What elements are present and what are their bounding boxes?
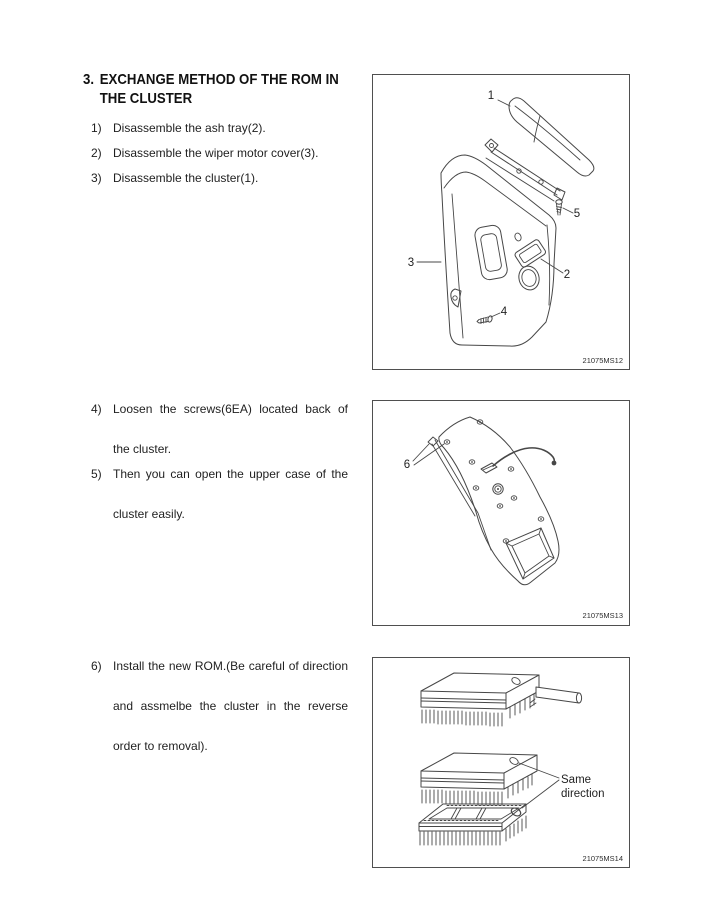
socket-pins xyxy=(420,832,500,845)
chip-notch xyxy=(509,756,520,766)
figure-id-3: 21075MS14 xyxy=(582,854,623,863)
step-1-line-1: Disassemble the ash tray(2). xyxy=(113,121,266,135)
cluster-exploded-illustration xyxy=(373,75,629,369)
step-6-number: 6) xyxy=(91,659,102,673)
center-boss xyxy=(493,484,503,494)
leader-line-4 xyxy=(491,313,500,317)
leader-line-1 xyxy=(498,100,510,106)
screw-4 xyxy=(477,315,493,323)
figure-cluster-back xyxy=(372,400,630,626)
cluster-back-illustration xyxy=(373,401,629,625)
step-6-line-2: and assmelbe the cluster in the reverse xyxy=(113,699,348,713)
section-number: 3. xyxy=(83,71,95,88)
chip-notch xyxy=(511,676,522,686)
leader-line-2 xyxy=(541,259,563,273)
rom-chip-top xyxy=(421,673,539,726)
step-5-line-2: cluster easily. xyxy=(113,507,185,521)
gauge-opening xyxy=(516,264,542,292)
leader-line-same-direction xyxy=(519,763,559,808)
section-title xyxy=(100,70,339,108)
steps-group-2 xyxy=(91,399,348,529)
callout-1: 1 xyxy=(487,90,495,102)
step-6-text xyxy=(113,656,348,756)
rear-opening xyxy=(506,528,554,579)
steps-group-1 xyxy=(91,118,348,193)
corner-tab xyxy=(428,437,438,446)
step-2-line-1: Disassemble the wiper motor cover(3). xyxy=(113,146,319,160)
callout-4: 4 xyxy=(500,306,508,318)
chip-pins xyxy=(422,710,502,726)
section-title-line2: THE CLUSTER xyxy=(99,90,193,107)
step-6 xyxy=(91,656,348,756)
step-4-text xyxy=(113,399,348,459)
annotation-direction: direction xyxy=(561,788,605,800)
step-3-number: 3) xyxy=(91,171,102,185)
rom-chip-new xyxy=(421,753,537,805)
step-3-line-1: Disassemble the cluster(1). xyxy=(113,171,259,185)
callout-6: 6 xyxy=(403,459,411,471)
figure-id-1: 21075MS12 xyxy=(582,356,623,365)
step-5-text xyxy=(113,464,348,524)
step-1 xyxy=(91,118,348,138)
figure-id-2: 21075MS13 xyxy=(582,611,623,620)
section-title-line1: EXCHANGE METHOD OF THE ROM IN xyxy=(99,71,339,88)
step-3-text xyxy=(113,168,348,188)
extraction-tool xyxy=(530,687,582,707)
step-3 xyxy=(91,168,348,188)
step-5-number: 5) xyxy=(91,467,102,481)
step-2-number: 2) xyxy=(91,146,102,160)
steps-group-3 xyxy=(91,656,348,761)
figure-rom-direction xyxy=(372,657,630,868)
callout-2: 2 xyxy=(563,269,571,281)
small-hole xyxy=(514,232,522,242)
ash-tray-opening xyxy=(514,239,547,269)
rom-socket xyxy=(419,804,526,845)
step-4-line-2: the cluster. xyxy=(113,442,172,456)
step-6-line-1: Install the new ROM.(Be careful of direction xyxy=(113,659,348,673)
chip-pins xyxy=(422,790,502,805)
screw-5 xyxy=(556,200,562,215)
figure-cluster-exploded xyxy=(372,74,630,370)
wire-harness xyxy=(493,448,556,466)
step-2 xyxy=(91,143,348,163)
step-5 xyxy=(91,464,348,524)
annotation-same: Same xyxy=(561,774,592,786)
step-4 xyxy=(91,399,348,459)
step-2-text xyxy=(113,143,348,163)
leader-line-5 xyxy=(563,208,573,213)
step-4-number: 4) xyxy=(91,402,102,416)
cluster-cover xyxy=(509,98,594,176)
leader-line-6 xyxy=(413,444,444,465)
display-window xyxy=(474,224,509,281)
step-6-line-3: order to removal). xyxy=(113,739,208,753)
callout-3: 3 xyxy=(407,257,415,269)
step-1-number: 1) xyxy=(91,121,102,135)
callout-5: 5 xyxy=(573,208,581,220)
section-heading xyxy=(83,70,339,108)
step-4-line-1: Loosen the screws(6EA) located back of xyxy=(113,402,348,416)
step-5-line-1: Then you can open the upper case of the xyxy=(113,467,348,481)
wiper-motor-arm xyxy=(485,139,565,201)
step-1-text xyxy=(113,118,348,138)
rom-direction-illustration xyxy=(373,658,629,867)
